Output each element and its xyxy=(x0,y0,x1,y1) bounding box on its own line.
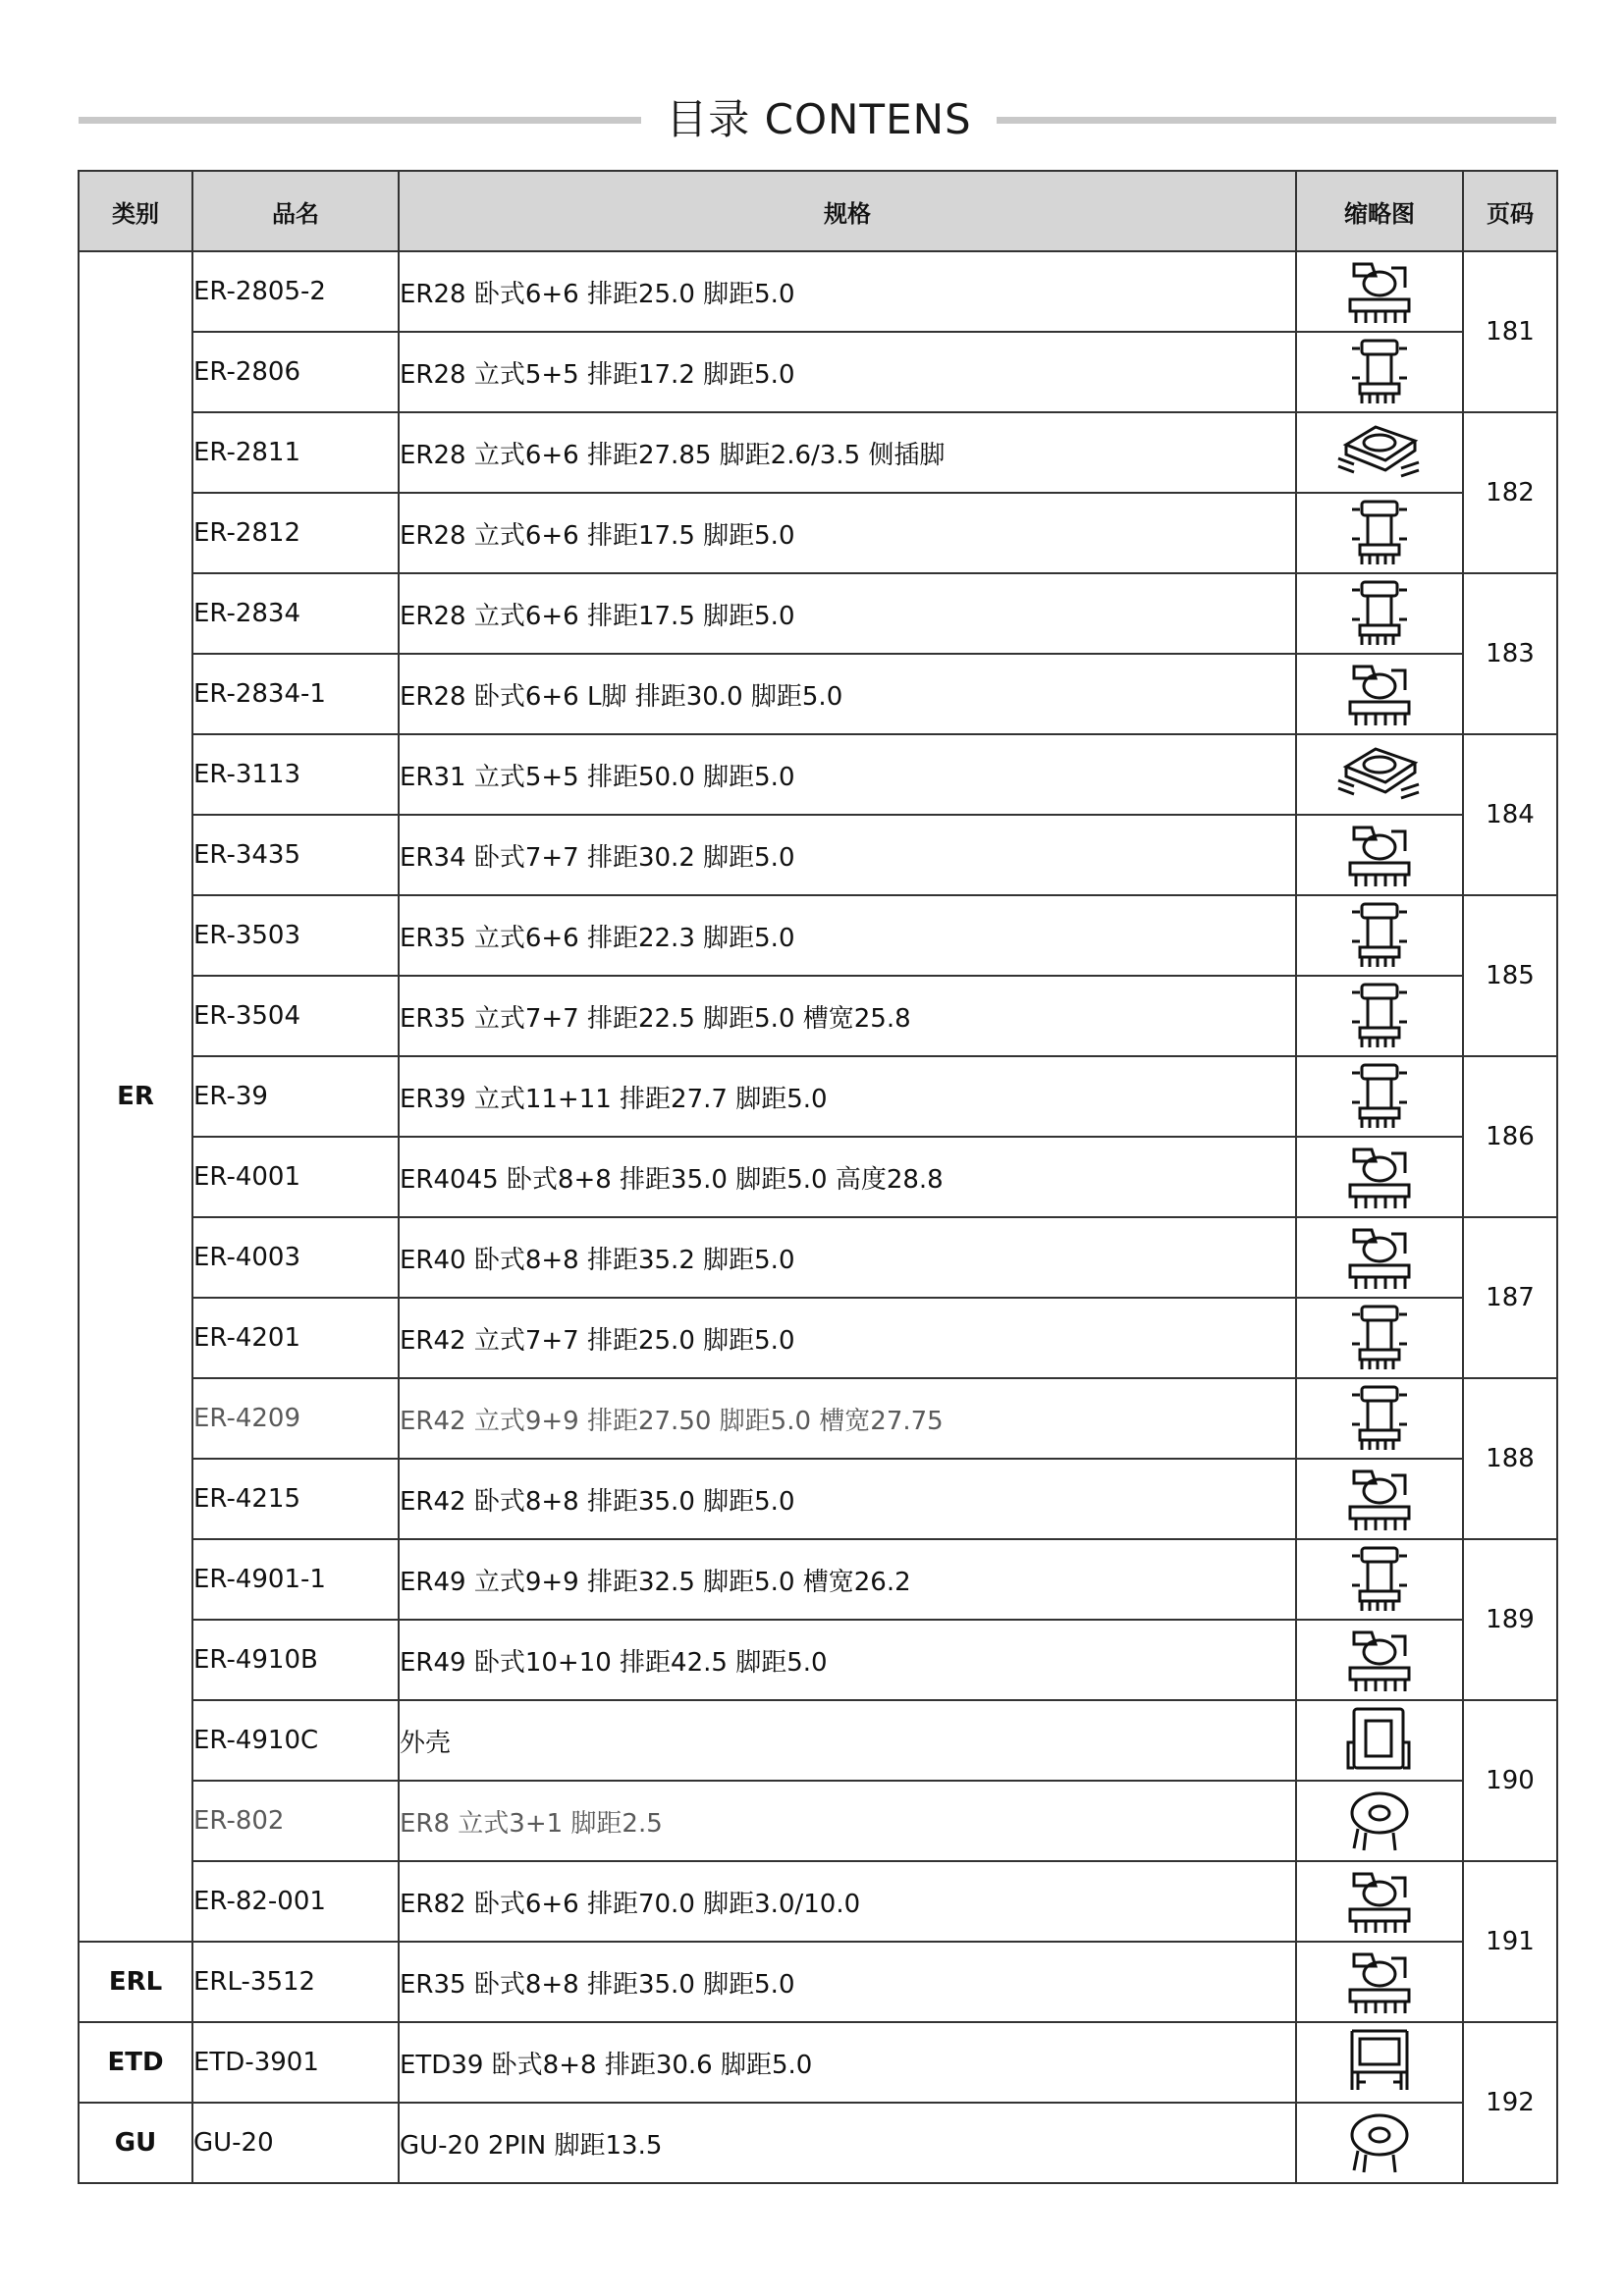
product-code: ER-4201 xyxy=(192,1298,399,1378)
horizontal-bobbin-icon xyxy=(1297,818,1462,892)
table-row xyxy=(79,412,1557,493)
thumbnail-cell xyxy=(1296,1781,1463,1861)
thumbnail-cell xyxy=(1296,1459,1463,1539)
category-cell: ER xyxy=(79,251,192,1942)
table-row xyxy=(79,1459,1557,1539)
category-cell: ETD xyxy=(79,2022,192,2103)
vertical-bobbin-icon xyxy=(1297,898,1462,973)
vertical-bobbin-icon xyxy=(1297,335,1462,409)
page-number-cell: 188 xyxy=(1463,1378,1557,1539)
thumbnail-cell xyxy=(1296,493,1463,573)
page-number-cell: 190 xyxy=(1463,1700,1557,1861)
thumbnail-cell xyxy=(1296,1217,1463,1298)
header-product-name: 品名 xyxy=(192,171,399,251)
product-spec: ER8 立式3+1 脚距2.5 xyxy=(399,1781,1296,1861)
table-row xyxy=(79,573,1557,654)
vertical-bobbin-icon xyxy=(1297,576,1462,651)
header-category: 类别 xyxy=(79,171,192,251)
table-row xyxy=(79,1700,1557,1781)
vertical-bobbin-icon xyxy=(1297,496,1462,570)
product-spec: ER4045 卧式8+8 排距35.0 脚距5.0 高度28.8 xyxy=(399,1137,1296,1217)
thumbnail-cell xyxy=(1296,1298,1463,1378)
product-spec: ER28 卧式6+6 排距25.0 脚距5.0 xyxy=(399,251,1296,332)
table-row xyxy=(79,251,1557,332)
page-number-cell: 184 xyxy=(1463,734,1557,895)
table-row xyxy=(79,1781,1557,1861)
product-code: ER-3113 xyxy=(192,734,399,815)
page-number-cell: 187 xyxy=(1463,1217,1557,1378)
thumbnail-cell xyxy=(1296,1137,1463,1217)
table-row xyxy=(79,2103,1557,2183)
header-rule-right xyxy=(997,117,1556,124)
thumbnail-cell xyxy=(1296,2103,1463,2183)
product-code: ER-3435 xyxy=(192,815,399,895)
product-code: ER-4910B xyxy=(192,1620,399,1700)
product-spec: ER42 立式7+7 排距25.0 脚距5.0 xyxy=(399,1298,1296,1378)
product-code: ER-2834 xyxy=(192,573,399,654)
product-spec: GU-20 2PIN 脚距13.5 xyxy=(399,2103,1296,2183)
page-number-cell: 185 xyxy=(1463,895,1557,1056)
catalog-table xyxy=(78,170,1558,2184)
horizontal-bobbin-icon xyxy=(1297,1864,1462,1939)
product-spec: ER49 卧式10+10 排距42.5 脚距5.0 xyxy=(399,1620,1296,1700)
thumbnail-cell xyxy=(1296,815,1463,895)
round-bobbin-icon xyxy=(1297,2106,1462,2180)
table-row xyxy=(79,1861,1557,1942)
table-row xyxy=(79,1056,1557,1137)
table-row xyxy=(79,1298,1557,1378)
table-row xyxy=(79,895,1557,976)
round-bobbin-icon xyxy=(1297,1784,1462,1858)
vertical-bobbin-icon xyxy=(1297,1381,1462,1456)
vertical-bobbin-icon xyxy=(1297,979,1462,1053)
product-spec: ER34 卧式7+7 排距30.2 脚距5.0 xyxy=(399,815,1296,895)
table-row xyxy=(79,654,1557,734)
horizontal-bobbin-icon xyxy=(1297,1140,1462,1214)
table-row xyxy=(79,1217,1557,1298)
product-code: ER-4901-1 xyxy=(192,1539,399,1620)
product-spec: ER28 卧式6+6 L脚 排距30.0 脚距5.0 xyxy=(399,654,1296,734)
product-spec: ER40 卧式8+8 排距35.2 脚距5.0 xyxy=(399,1217,1296,1298)
page-number-cell: 186 xyxy=(1463,1056,1557,1217)
thumbnail-cell xyxy=(1296,734,1463,815)
table-row xyxy=(79,734,1557,815)
horizontal-bobbin-icon xyxy=(1297,1462,1462,1536)
product-code: ER-4910C xyxy=(192,1700,399,1781)
thumbnail-cell xyxy=(1296,976,1463,1056)
thumbnail-cell xyxy=(1296,654,1463,734)
table-row xyxy=(79,976,1557,1056)
product-spec: ER82 卧式6+6 排距70.0 脚距3.0/10.0 xyxy=(399,1861,1296,1942)
page-number-cell: 183 xyxy=(1463,573,1557,734)
product-spec: 外壳 xyxy=(399,1700,1296,1781)
page-header xyxy=(79,90,1556,149)
product-spec: ER42 立式9+9 排距27.50 脚距5.0 槽宽27.75 xyxy=(399,1378,1296,1459)
header-page-number: 页码 xyxy=(1463,171,1557,251)
catalog-body xyxy=(79,251,1557,2183)
product-spec: ER28 立式6+6 排距17.5 脚距5.0 xyxy=(399,573,1296,654)
product-spec: ER28 立式6+6 排距27.85 脚距2.6/3.5 侧插脚 xyxy=(399,412,1296,493)
product-spec: ER28 立式6+6 排距17.5 脚距5.0 xyxy=(399,493,1296,573)
thumbnail-cell xyxy=(1296,1620,1463,1700)
flat-bobbin-icon xyxy=(1297,737,1462,812)
page-number-cell: 192 xyxy=(1463,2022,1557,2183)
product-code: ER-2806 xyxy=(192,332,399,412)
page-number-cell: 191 xyxy=(1463,1861,1557,2022)
page-number-cell: 189 xyxy=(1463,1539,1557,1700)
thumbnail-cell xyxy=(1296,1378,1463,1459)
flat-bobbin-icon xyxy=(1297,415,1462,490)
thumbnail-cell xyxy=(1296,1056,1463,1137)
table-row xyxy=(79,815,1557,895)
page-title: 目录 CONTENS xyxy=(666,95,972,143)
table-row xyxy=(79,1620,1557,1700)
header-rule-left xyxy=(79,117,641,124)
vertical-bobbin-icon xyxy=(1297,1542,1462,1617)
header-thumbnail: 缩略图 xyxy=(1296,171,1463,251)
product-spec: ER31 立式5+5 排距50.0 脚距5.0 xyxy=(399,734,1296,815)
horizontal-bobbin-icon xyxy=(1297,1623,1462,1697)
thumbnail-cell xyxy=(1296,895,1463,976)
product-code: ER-3504 xyxy=(192,976,399,1056)
product-code: ER-39 xyxy=(192,1056,399,1137)
product-code: ER-2812 xyxy=(192,493,399,573)
product-code: ER-2811 xyxy=(192,412,399,493)
etd-bobbin-icon xyxy=(1297,2025,1462,2100)
product-spec: ER35 立式7+7 排距22.5 脚距5.0 槽宽25.8 xyxy=(399,976,1296,1056)
horizontal-bobbin-icon xyxy=(1297,1945,1462,2019)
product-code: ERL-3512 xyxy=(192,1942,399,2022)
horizontal-bobbin-icon xyxy=(1297,1220,1462,1295)
product-code: ETD-3901 xyxy=(192,2022,399,2103)
thumbnail-cell xyxy=(1296,251,1463,332)
vertical-bobbin-icon xyxy=(1297,1059,1462,1134)
product-spec: ER35 立式6+6 排距22.3 脚距5.0 xyxy=(399,895,1296,976)
vertical-bobbin-icon xyxy=(1297,1301,1462,1375)
header-specification: 规格 xyxy=(399,171,1296,251)
table-row xyxy=(79,1539,1557,1620)
table-row xyxy=(79,332,1557,412)
product-code: ER-4001 xyxy=(192,1137,399,1217)
thumbnail-cell xyxy=(1296,573,1463,654)
table-header-row xyxy=(79,171,1557,251)
product-spec: ER39 立式11+11 排距27.7 脚距5.0 xyxy=(399,1056,1296,1137)
product-code: ER-82-001 xyxy=(192,1861,399,1942)
table-row xyxy=(79,2022,1557,2103)
product-spec: ER49 立式9+9 排距32.5 脚距5.0 槽宽26.2 xyxy=(399,1539,1296,1620)
page-number-cell: 182 xyxy=(1463,412,1557,573)
product-code: ER-3503 xyxy=(192,895,399,976)
horizontal-bobbin-icon xyxy=(1297,254,1462,329)
thumbnail-cell xyxy=(1296,332,1463,412)
thumbnail-cell xyxy=(1296,1942,1463,2022)
product-code: ER-802 xyxy=(192,1781,399,1861)
product-code: ER-2805-2 xyxy=(192,251,399,332)
thumbnail-cell xyxy=(1296,1700,1463,1781)
thumbnail-cell xyxy=(1296,412,1463,493)
product-code: ER-4209 xyxy=(192,1378,399,1459)
thumbnail-cell xyxy=(1296,1539,1463,1620)
table-row xyxy=(79,493,1557,573)
product-spec: ER42 卧式8+8 排距35.0 脚距5.0 xyxy=(399,1459,1296,1539)
thumbnail-cell xyxy=(1296,1861,1463,1942)
category-cell: GU xyxy=(79,2103,192,2183)
category-cell: ERL xyxy=(79,1942,192,2022)
product-code: ER-4215 xyxy=(192,1459,399,1539)
table-row xyxy=(79,1378,1557,1459)
housing-icon xyxy=(1297,1703,1462,1778)
product-code: ER-4003 xyxy=(192,1217,399,1298)
table-row xyxy=(79,1942,1557,2022)
product-code: GU-20 xyxy=(192,2103,399,2183)
product-spec: ETD39 卧式8+8 排距30.6 脚距5.0 xyxy=(399,2022,1296,2103)
table-row xyxy=(79,1137,1557,1217)
thumbnail-cell xyxy=(1296,2022,1463,2103)
product-spec: ER28 立式5+5 排距17.2 脚距5.0 xyxy=(399,332,1296,412)
page-number-cell: 181 xyxy=(1463,251,1557,412)
product-spec: ER35 卧式8+8 排距35.0 脚距5.0 xyxy=(399,1942,1296,2022)
horizontal-bobbin-icon xyxy=(1297,657,1462,731)
product-code: ER-2834-1 xyxy=(192,654,399,734)
